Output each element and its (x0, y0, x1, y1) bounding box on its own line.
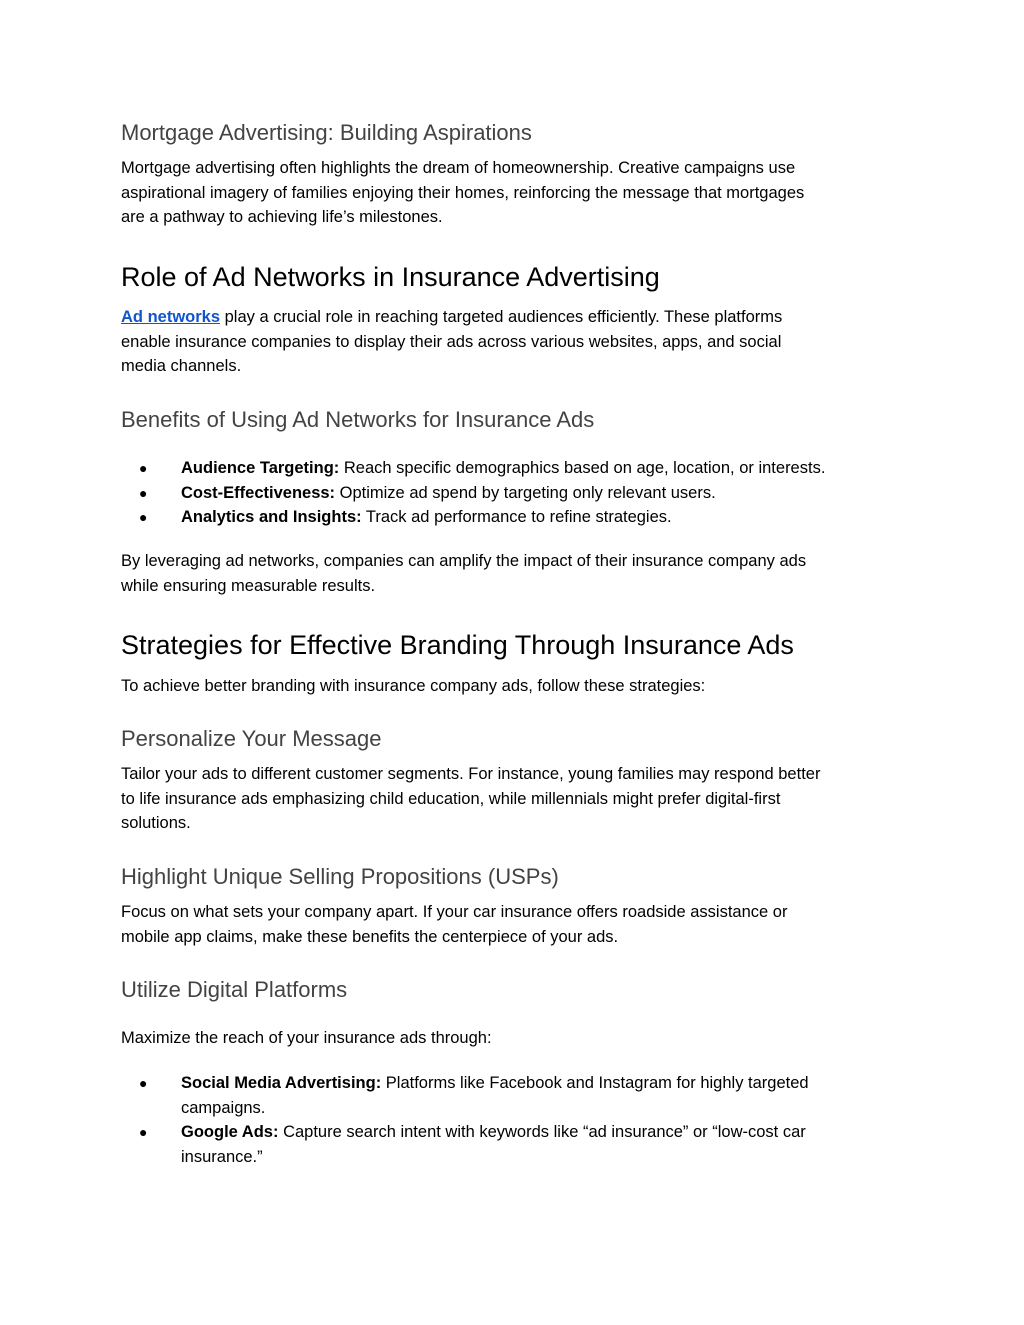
bullet-icon: ● (139, 484, 148, 501)
paragraph-line: while ensuring measurable results. (121, 576, 376, 595)
paragraph-ad-networks (121, 305, 782, 379)
list-item (121, 1120, 809, 1169)
list-item-text: Reach specific demographics based on age, location, or interests. (339, 459, 826, 477)
paragraph-line: are a pathway to achieving life’s milestones. (121, 208, 443, 226)
paragraph-mortgage (121, 156, 804, 230)
list-item-text: Platforms like Facebook and Instagram for highly targeted (381, 1074, 809, 1092)
section-heading-strategies: Strategies for Effective Branding Through Insurance Ads (121, 630, 794, 660)
section-heading-mortgage: Mortgage Advertising: Building Aspirations (121, 120, 532, 145)
benefits-list (121, 456, 825, 530)
list-item-text: Optimize ad spend by targeting only relevant users. (335, 483, 716, 502)
list-item-label: Social Media Advertising: (181, 1074, 382, 1092)
paragraph-benefits-summary (121, 549, 806, 598)
paragraph-line: Mortgage advertising often highlights the dream of homeownership. Creative campaigns use (121, 159, 796, 177)
paragraph-line: aspirational imagery of families enjoying their homes, reinforcing the message that mortgages (121, 183, 805, 202)
section-heading-digital: Utilize Digital Platforms (121, 977, 348, 1002)
section-heading-benefits: Benefits of Using Ad Networks for Insurance Ads (121, 407, 595, 432)
paragraph-line: to life insurance ads emphasizing child education, while millennials might prefer digital-first (121, 789, 781, 808)
paragraph-line (121, 305, 782, 330)
paragraph-strategies: To achieve better branding with insurance company ads, follow these strategies: (121, 677, 706, 695)
paragraph-line: Tailor your ads to different customer segments. For instance, young families may respond better (121, 765, 821, 783)
paragraph-usps (121, 900, 787, 949)
section-heading-ad-networks: Role of Ad Networks in Insurance Advertising (121, 262, 660, 292)
bullet-icon: ● (139, 460, 148, 476)
paragraph-line: media channels. (121, 357, 242, 375)
list-item-text: insurance.” (181, 1147, 263, 1166)
paragraph-digital: Maximize the reach of your insurance ads through: (121, 1029, 492, 1047)
section-heading-usps: Highlight Unique Selling Propositions (USPs) (121, 864, 559, 889)
bullet-icon: ● (139, 509, 148, 525)
list-item-text: Track ad performance to refine strategies. (361, 508, 672, 526)
digital-platforms-list (121, 1071, 809, 1169)
paragraph-personalize (121, 762, 820, 836)
list-item-label: Audience Targeting: (181, 459, 340, 477)
ad-networks-link[interactable]: Ad networks (121, 308, 221, 326)
paragraph-line: Focus on what sets your company apart. If your car insurance offers roadside assistance or (121, 903, 788, 921)
list-item-label: Cost-Effectiveness: (181, 483, 336, 502)
bullet-icon: ● (139, 1075, 148, 1091)
list-item-label: Analytics and Insights: (181, 508, 362, 526)
paragraph-line: enable insurance companies to display their ads across various websites, apps, and social (121, 332, 782, 351)
list-item (121, 481, 825, 506)
list-item (121, 1071, 809, 1120)
paragraph-line: By leveraging ad networks, companies can amplify the impact of their insurance company ads (121, 552, 807, 570)
list-item (121, 456, 825, 481)
list-item-text: campaigns. (181, 1098, 266, 1117)
bullet-icon: ● (139, 1124, 148, 1140)
list-item (121, 505, 825, 530)
list-item-label: Google Ads: (181, 1123, 279, 1141)
paragraph-text: play a crucial role in reaching targeted audiences efficiently. These platforms (220, 308, 783, 326)
paragraph-line: mobile app claims, make these benefits the centerpiece of your ads. (121, 927, 619, 946)
section-heading-personalize: Personalize Your Message (121, 726, 382, 751)
list-item-text: Capture search intent with keywords like “ad insurance” or “low-cost car (278, 1123, 806, 1141)
paragraph-line: solutions. (121, 814, 191, 832)
